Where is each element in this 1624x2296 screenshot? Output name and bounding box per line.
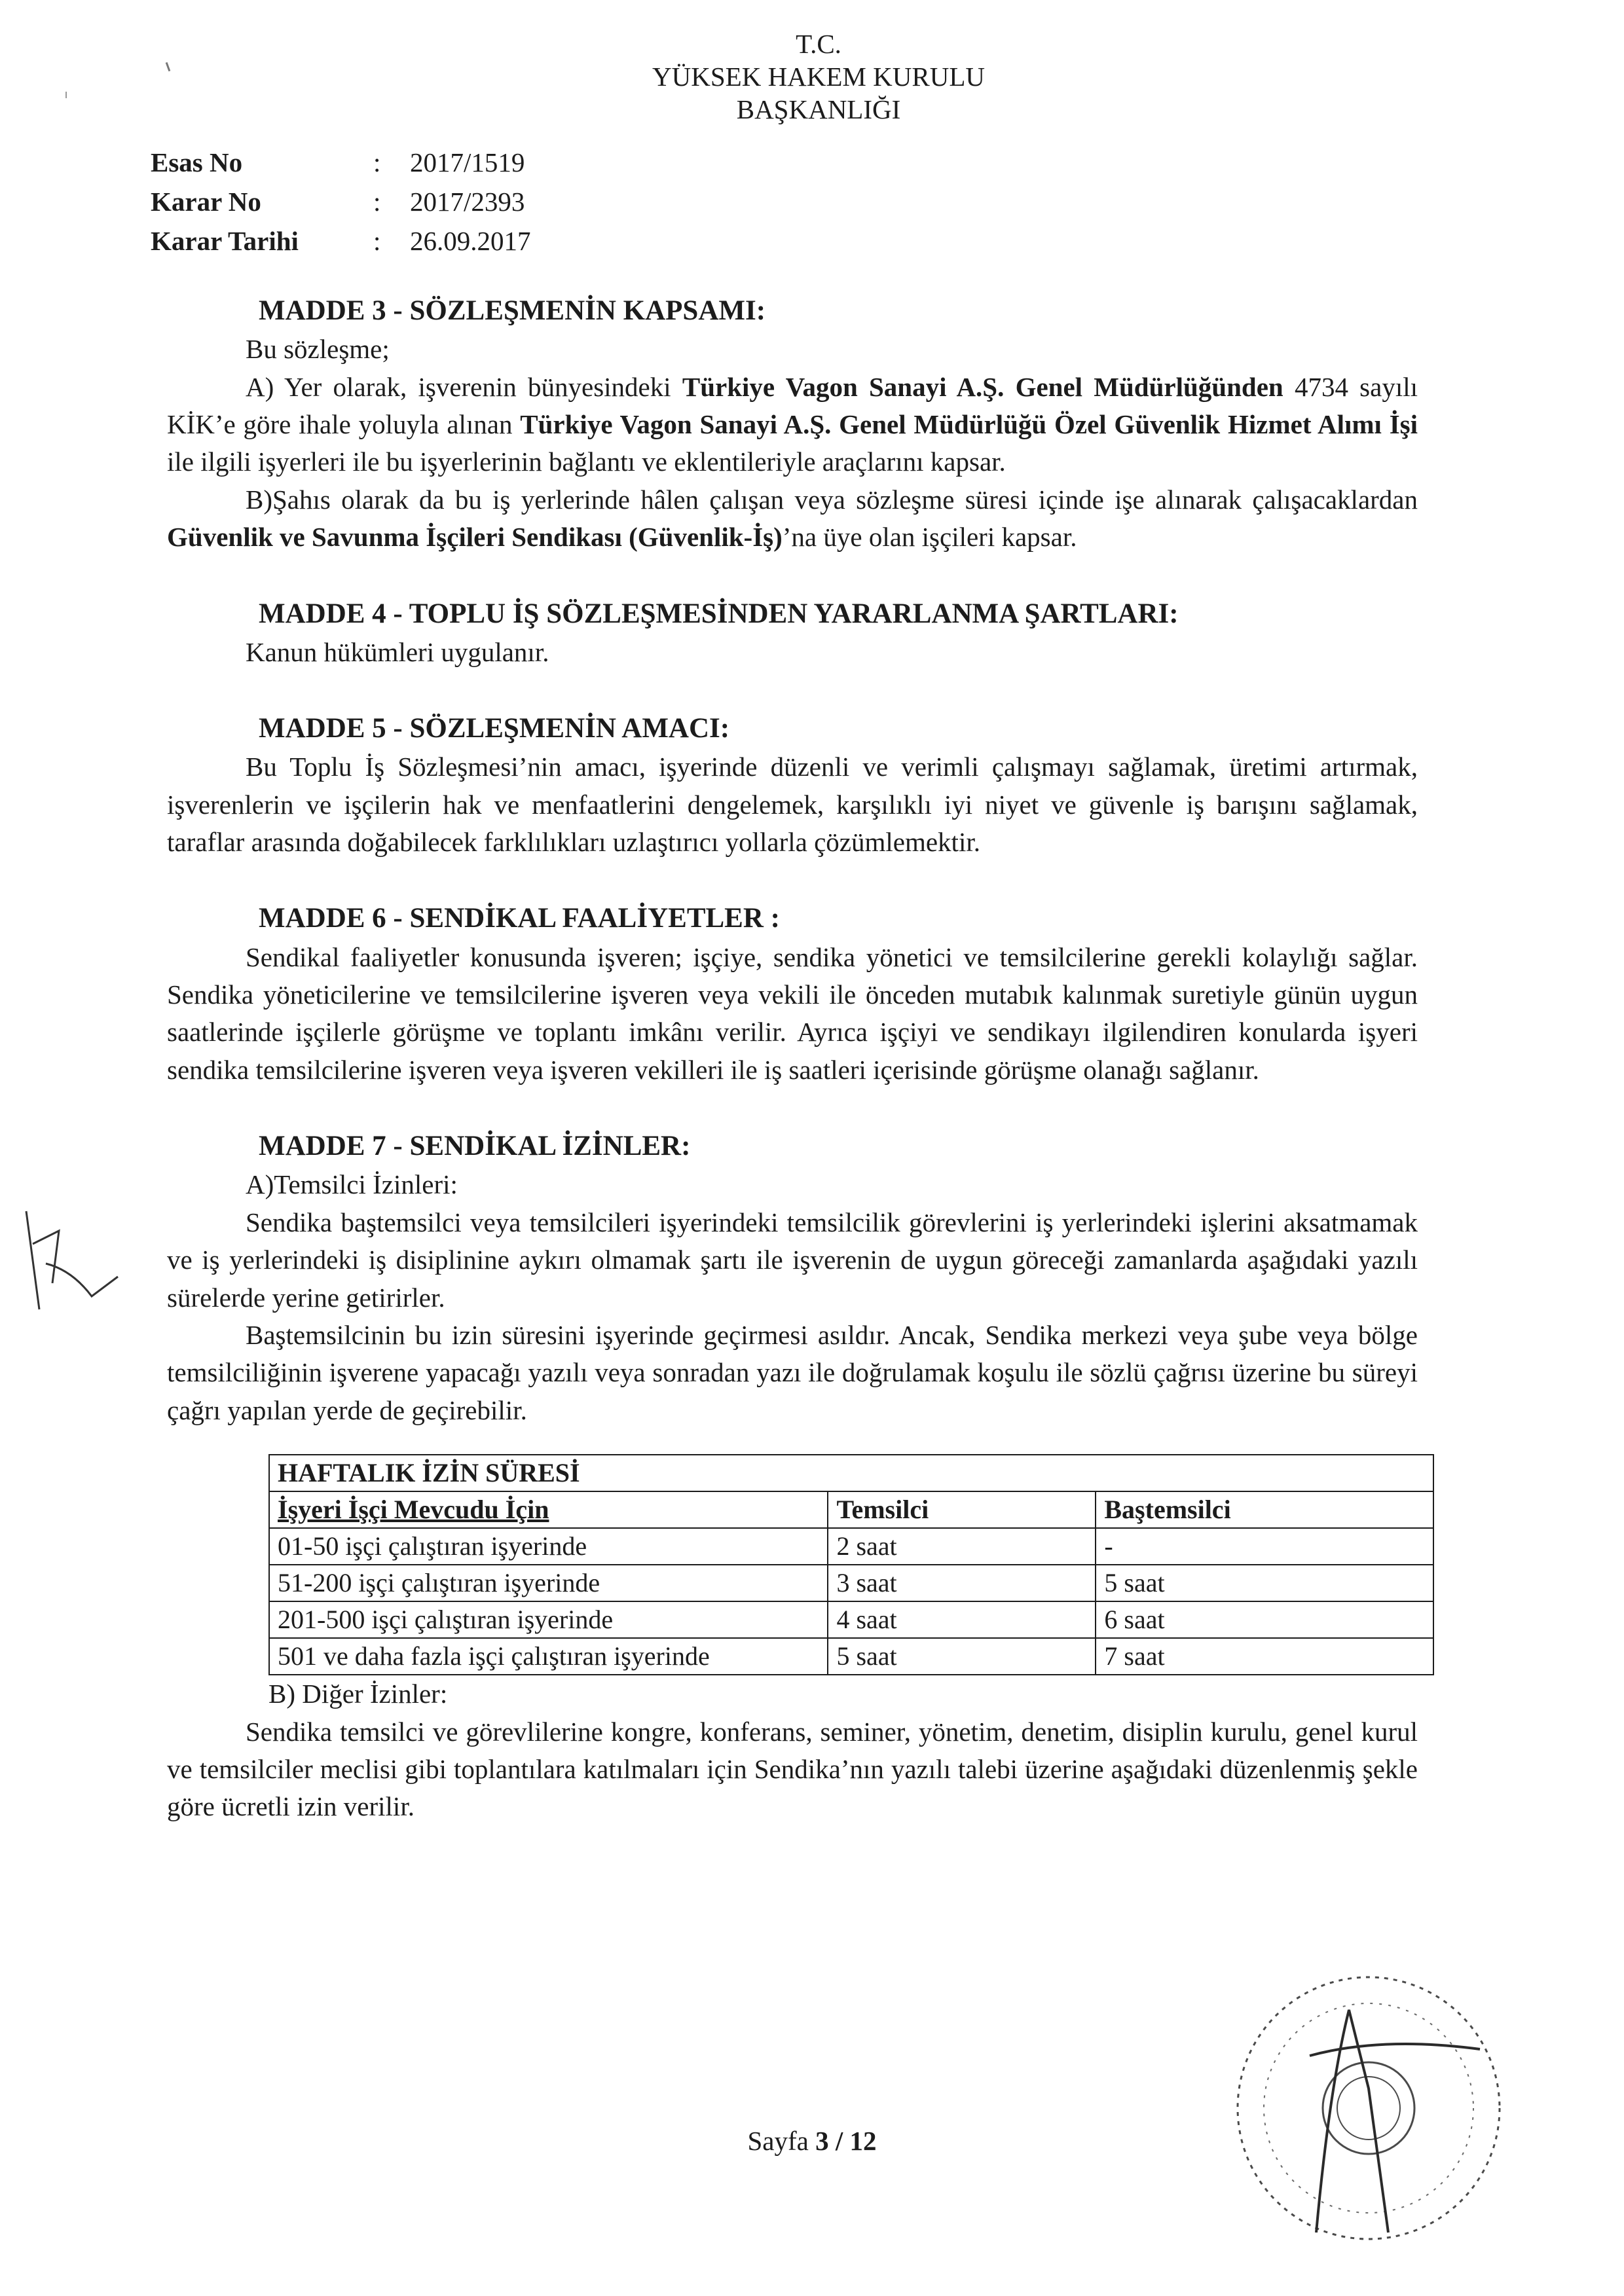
separator: : (373, 147, 381, 177)
tarih-label: Karar Tarihi (151, 226, 299, 256)
madde6-heading: MADDE 6 - SENDİKAL FAALİYETLER : (259, 903, 780, 934)
table-row (269, 1601, 1433, 1638)
madde7-b-title: B) Diğer İzinler: (268, 1679, 448, 1709)
table-cell: - (1096, 1528, 1433, 1565)
text-run: ’na üye olan işçileri kapsar. (782, 522, 1077, 553)
page-number: 3 / 12 (815, 2126, 877, 2156)
table-cell: 51-200 işçi çalıştıran işyerinde (269, 1565, 828, 1601)
madde4-heading: MADDE 4 - TOPLU İŞ SÖZLEŞMESİNDEN YARARLANMA ŞARTLARI: (259, 598, 1179, 629)
table-cell: 501 ve daha fazla işçi çalıştıran işyerinde (269, 1638, 828, 1675)
madde7-p2: Baştemsilcinin bu izin süresini işyerinde geçirmesi asıldır. Ancak, Sendika merkezi veya şube veya bölge temsilciliğinin işverene yapacağı yazılı veya sonradan yazı ile doğrulamak koşulu ile sözlü çağrısı üzerine bu süreyi çağrı yapılan yerde de geçirebilir. (167, 1319, 1418, 1425)
madde3-b (167, 481, 1418, 556)
weekly-leave-table (268, 1454, 1434, 1675)
tarih-value: 26.09.2017 (410, 226, 531, 256)
esas-value: 2017/1519 (410, 147, 525, 177)
table-cell: 4 saat (828, 1601, 1096, 1638)
table-row (269, 1528, 1433, 1565)
madde7-b-text: Sendika temsilci ve görevlilerine kongre, konferans, seminer, yönetim, denetim, disiplin kurulu, genel kurul ve temsilciler meclisi gibi toplantılara katılmaları için Sendika’nın yazılı talebi üzerine aşağıdaki düzenlenmiş şekle göre ücretli izin verilir. (167, 1716, 1418, 1822)
madde7-heading: MADDE 7 - SENDİKAL İZİNLER: (259, 1131, 691, 1162)
table-cell: 6 saat (1096, 1601, 1433, 1638)
madde3-intro: Bu sözleşme; (246, 334, 390, 365)
madde5-text: Bu Toplu İş Sözleşmesi’nin amacı, işyerinde düzenli ve verimli çalışmayı sağlamak, üretimi artırmak, işverenlerin ve işçilerin hak ve menfaatlerini dengelemek, karşılıklı iyi niyet ve güvenle iş barışını sağlamak, taraflar arasında doğabilecek farklılıkları uzlaştırıcı yollarla çözümlemektir. (167, 752, 1418, 858)
madde3-a (167, 369, 1418, 481)
text-run-bold: Güvenlik ve Savunma İşçileri Sendikası (Güvenlik-İş) (167, 522, 783, 553)
initials-signature (13, 1205, 131, 1316)
table-cell: 01-50 işçi çalıştıran işyerinde (269, 1528, 828, 1565)
page-footer (0, 2125, 1624, 2157)
table-cell: 7 saat (1096, 1638, 1433, 1675)
text-run: A) Yer olarak, işverenin bünyesindeki (246, 371, 682, 402)
page-label: Sayfa (747, 2126, 816, 2156)
table-header: İşyeri İşçi Mevcudu İçin (269, 1491, 828, 1528)
table-cell: 5 saat (828, 1638, 1096, 1675)
scan-mark (65, 92, 67, 98)
separator: : (373, 187, 381, 217)
esas-row (151, 143, 531, 182)
text-run: B)Şahıs olarak da bu iş yerlerinde hâlen çalışan veya sözleşme süresi içinde işe alınarak çalışacaklardan (246, 484, 1418, 515)
text-run: ile ilgili işyerleri ile bu işyerlerinin bağlantı ve eklentileriyle araçlarını kapsar. (167, 446, 1006, 477)
esas-label: Esas No (151, 147, 243, 177)
table-cell: 3 saat (828, 1565, 1096, 1601)
karar-value: 2017/2393 (410, 187, 525, 217)
table-row (269, 1638, 1433, 1675)
text-run: 4734 sayılı KİK’e göre ihale yoluyla alınan (167, 371, 1418, 439)
table-title: HAFTALIK İZİN SÜRESİ (269, 1455, 1433, 1491)
official-stamp (1218, 1958, 1519, 2259)
header-court: YÜKSEK HAKEM KURULU (652, 62, 985, 92)
madde7-p1: Sendika baştemsilci veya temsilcileri işyerindeki temsilcilik görevlerini iş yerlerindeki işlerini aksatmamak ve iş yerlerindeki iş disiplinine aykırı olmamak şartı ile işverenin de uygun göreceği zamanlarda aşağıdaki yazılı sürelerde yerine getirirler. (167, 1207, 1418, 1313)
text-run-bold: Türkiye Vagon Sanayi A.Ş. Genel Müdürlüğü Özel Güvenlik Hizmet Alımı İşi (520, 409, 1418, 439)
header-tc: T.C. (796, 29, 841, 59)
table-title-row (269, 1455, 1433, 1491)
madde3-heading: MADDE 3 - SÖZLEŞMENİN KAPSAMI: (259, 295, 766, 326)
madde7-a-title: A)Temsilci İzinleri: (246, 1169, 458, 1200)
scan-mark (166, 62, 171, 71)
table-cell: 2 saat (828, 1528, 1096, 1565)
table-header: Temsilci (828, 1491, 1096, 1528)
madde6-text: Sendikal faaliyetler konusunda işveren; işçiye, sendika yönetici ve temsilcilerine gerekli kolaylığı sağlar. Sendika yöneticilerine ve temsilcilerine işveren veya vekili ile önceden mutabık kalınmak suretiyle günün uygun saatlerinde işçilerle görüşme ve toplantı imkânı verilir. Ayrıca işçiyi ve sendikayı ilgilendiren konularda işyeri sendika temsilcilerine işveren veya işveren vekilleri ile iş saatleri içerisinde görüşme olanağı sağlanır. (167, 941, 1418, 1085)
text-run-bold: Türkiye Vagon Sanayi A.Ş. Genel Müdürlüğünden (682, 371, 1283, 402)
madde4-text: Kanun hükümleri uygulanır. (246, 636, 549, 667)
karar-row (151, 182, 531, 221)
case-metadata (151, 143, 531, 261)
table-header-row (269, 1491, 1433, 1528)
madde5-heading: MADDE 5 - SÖZLEŞMENİN AMACI: (259, 713, 730, 744)
tarih-row (151, 221, 531, 261)
header-presidency: BAŞKANLIĞI (736, 94, 901, 124)
header-institution (550, 27, 1087, 126)
table-row (269, 1565, 1433, 1601)
karar-label: Karar No (151, 187, 261, 217)
table-cell: 201-500 işçi çalıştıran işyerinde (269, 1601, 828, 1638)
table-header: Baştemsilci (1096, 1491, 1433, 1528)
document-body (167, 291, 1418, 1826)
table-cell: 5 saat (1096, 1565, 1433, 1601)
separator: : (373, 226, 381, 256)
